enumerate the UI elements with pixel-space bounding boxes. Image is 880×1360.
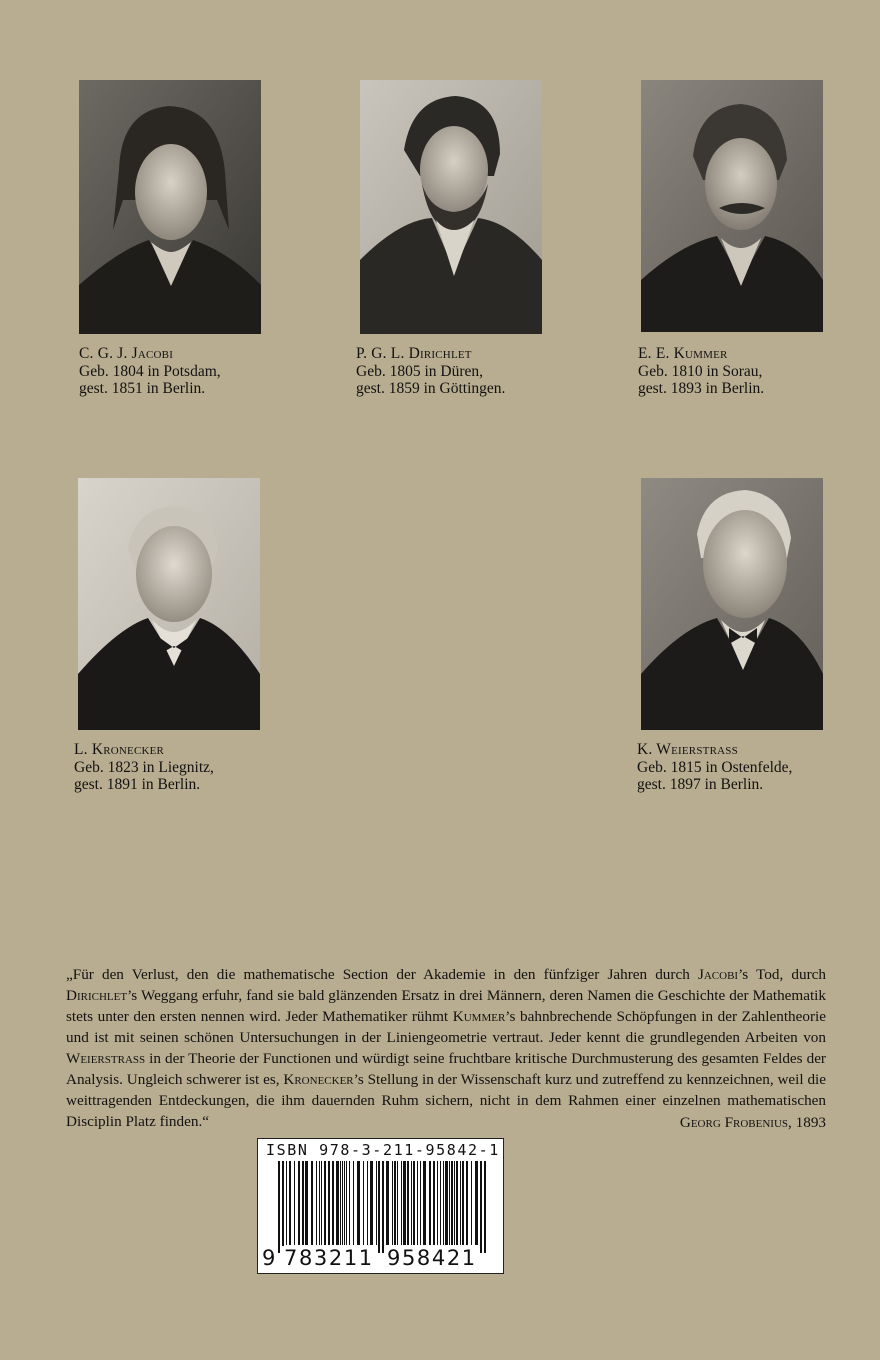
barcode-bar <box>311 1161 313 1245</box>
quote-year: , 1893 <box>788 1114 826 1131</box>
barcode-bar <box>471 1161 472 1245</box>
barcode-bar <box>397 1161 398 1245</box>
isbn-barcode <box>257 1138 504 1274</box>
isbn-label: ISBN 978-3-211-95842-1 <box>266 1141 500 1159</box>
portrait-died: gest. 1859 in Göttingen. <box>356 380 506 397</box>
barcode-bar <box>332 1161 334 1245</box>
barcode-bar <box>349 1161 350 1245</box>
quote-name-jacobi: Jacobi <box>697 966 739 983</box>
quote-text: ’s Tod, durch <box>738 966 826 983</box>
barcode-guard-bar <box>382 1161 384 1253</box>
barcode-bar <box>340 1161 341 1245</box>
barcode-bar <box>286 1161 287 1245</box>
barcode-bar <box>407 1161 409 1245</box>
quote-text: in der Theorie der Functionen und würdigt seine fruchtbare kritische Durchmusterung des gesamten Feldes der Analysis. Ungleich schwerer ist es, <box>66 1050 826 1088</box>
quote-text: ’s Weggang erfuhr, fand sie bald glänzenden Ersatz in drei Männern, deren Namen die Geschichte der Mathematik stets unter den ersten nennen wird. Jeder Mathematiker rühmt <box>66 987 826 1025</box>
quote-name-kronecker: Kronecker <box>283 1071 354 1088</box>
barcode-bar <box>336 1161 339 1245</box>
portrait-died: gest. 1893 in Berlin. <box>638 380 765 397</box>
caption-dirichlet <box>356 345 505 398</box>
barcode-guard-bar <box>378 1161 380 1253</box>
barcode-bar <box>342 1161 343 1245</box>
barcode-bar <box>319 1161 320 1245</box>
portrait-jacobi <box>79 80 261 334</box>
portrait-kummer <box>641 80 823 332</box>
barcode-bar <box>440 1161 441 1245</box>
barcode-bar <box>449 1161 450 1245</box>
quote-text: ’s bahnbrechende Schöpfungen in der Zahlentheorie und ist mit seinen schönen Untersuchungen in der Liniengeometrie vertraut. Jeder kennt die grundlegenden Arbeiten von <box>66 1008 826 1046</box>
barcode-bar <box>353 1161 354 1245</box>
barcode-bar <box>433 1161 435 1245</box>
barcode-bar <box>363 1161 364 1245</box>
ean-digits <box>258 1246 503 1272</box>
barcode-bar <box>357 1161 360 1245</box>
barcode-bar <box>423 1161 426 1245</box>
caption-jacobi <box>79 345 221 398</box>
barcode-bar <box>460 1161 461 1245</box>
barcode-bar <box>367 1161 368 1245</box>
barcode-bar <box>401 1161 402 1245</box>
barcode-bar <box>298 1161 300 1245</box>
barcode-bar <box>344 1161 345 1245</box>
quote-name-dirichlet: Dirichlet <box>66 987 128 1004</box>
ean-left-group: 783211 <box>284 1246 374 1270</box>
caption-kronecker <box>74 741 214 794</box>
barcode-bar <box>451 1161 453 1245</box>
barcode-guard-bar <box>484 1161 486 1253</box>
barcode-bar <box>417 1161 418 1245</box>
portrait-born: Geb. 1823 in Liegnitz, <box>74 758 214 776</box>
ean-first-digit: 9 <box>262 1246 276 1270</box>
quote-author: Georg Frobenius <box>679 1114 789 1131</box>
portrait-name: P. G. L. Dirichlet <box>356 345 472 362</box>
caption-kummer <box>638 345 764 398</box>
barcode-bar <box>475 1161 478 1245</box>
portrait-name: L. Kronecker <box>74 741 165 758</box>
barcode-bar <box>294 1161 295 1245</box>
barcode-bar <box>445 1161 448 1245</box>
barcode-bar <box>443 1161 444 1245</box>
barcode-bar <box>316 1161 317 1245</box>
barcode-bar <box>321 1161 322 1245</box>
quote-attribution <box>680 1114 826 1132</box>
quote-name-kummer: Kummer <box>452 1008 506 1025</box>
barcode-guard-bar <box>282 1161 284 1253</box>
caption-weierstrass <box>637 741 792 794</box>
barcode-bar <box>429 1161 431 1245</box>
barcode-bar <box>403 1161 406 1245</box>
portrait-name: E. E. Kummer <box>638 345 728 362</box>
barcode-bars <box>264 1161 497 1257</box>
quote-name-weierstrass: Weierstrass <box>66 1050 146 1067</box>
quote-text: ’s Stellung in der Wissenschaft kurz und zutreffend zu kennzeichnen, weil die weittragenden Entdeckungen, die ihm dauernden Ruhm sichern, nicht in dem Rahmen einer einzelnen mathematischen Disciplin Platz finden.“ <box>66 1071 826 1130</box>
portrait-name: K. Weierstrass <box>637 741 738 758</box>
barcode-bar <box>289 1161 291 1245</box>
barcode-guard-bar <box>480 1161 482 1253</box>
barcode-bar <box>324 1161 326 1245</box>
portrait-died: gest. 1897 in Berlin. <box>637 776 764 793</box>
barcode-bar <box>394 1161 396 1245</box>
barcode-guard-bar <box>278 1161 280 1253</box>
portrait-born: Geb. 1805 in Düren, <box>356 362 483 380</box>
portrait-dirichlet <box>360 80 542 334</box>
barcode-bar <box>456 1161 458 1245</box>
barcode-bar <box>411 1161 412 1245</box>
portrait-name: C. G. J. Jacobi <box>79 345 174 362</box>
portrait-died: gest. 1891 in Berlin. <box>74 776 201 793</box>
barcode-bar <box>305 1161 308 1245</box>
quote-text: „Für den Verlust, den die mathematische Section der Akademie in den fünfziger Jahren durch <box>66 966 698 983</box>
barcode-bar <box>328 1161 330 1245</box>
portrait-weierstrass <box>641 478 823 730</box>
portrait-died: gest. 1851 in Berlin. <box>79 380 206 397</box>
barcode-bar <box>376 1161 377 1245</box>
barcode-bar <box>370 1161 373 1245</box>
barcode-bar <box>413 1161 415 1245</box>
portrait-born: Geb. 1810 in Sorau, <box>638 362 763 380</box>
barcode-bar <box>437 1161 438 1245</box>
barcode-bar <box>302 1161 304 1245</box>
barcode-bar <box>420 1161 421 1245</box>
barcode-bar <box>346 1161 347 1245</box>
barcode-bar <box>386 1161 389 1245</box>
portrait-born: Geb. 1804 in Potsdam, <box>79 362 221 380</box>
ean-right-group: 958421 <box>387 1246 477 1270</box>
barcode-bar <box>466 1161 468 1245</box>
barcode-bar <box>454 1161 455 1245</box>
barcode-bar <box>392 1161 393 1245</box>
frobenius-quote <box>66 964 826 1132</box>
portrait-born: Geb. 1815 in Ostenfelde, <box>637 758 793 776</box>
portrait-kronecker <box>78 478 260 730</box>
barcode-bar <box>462 1161 464 1245</box>
